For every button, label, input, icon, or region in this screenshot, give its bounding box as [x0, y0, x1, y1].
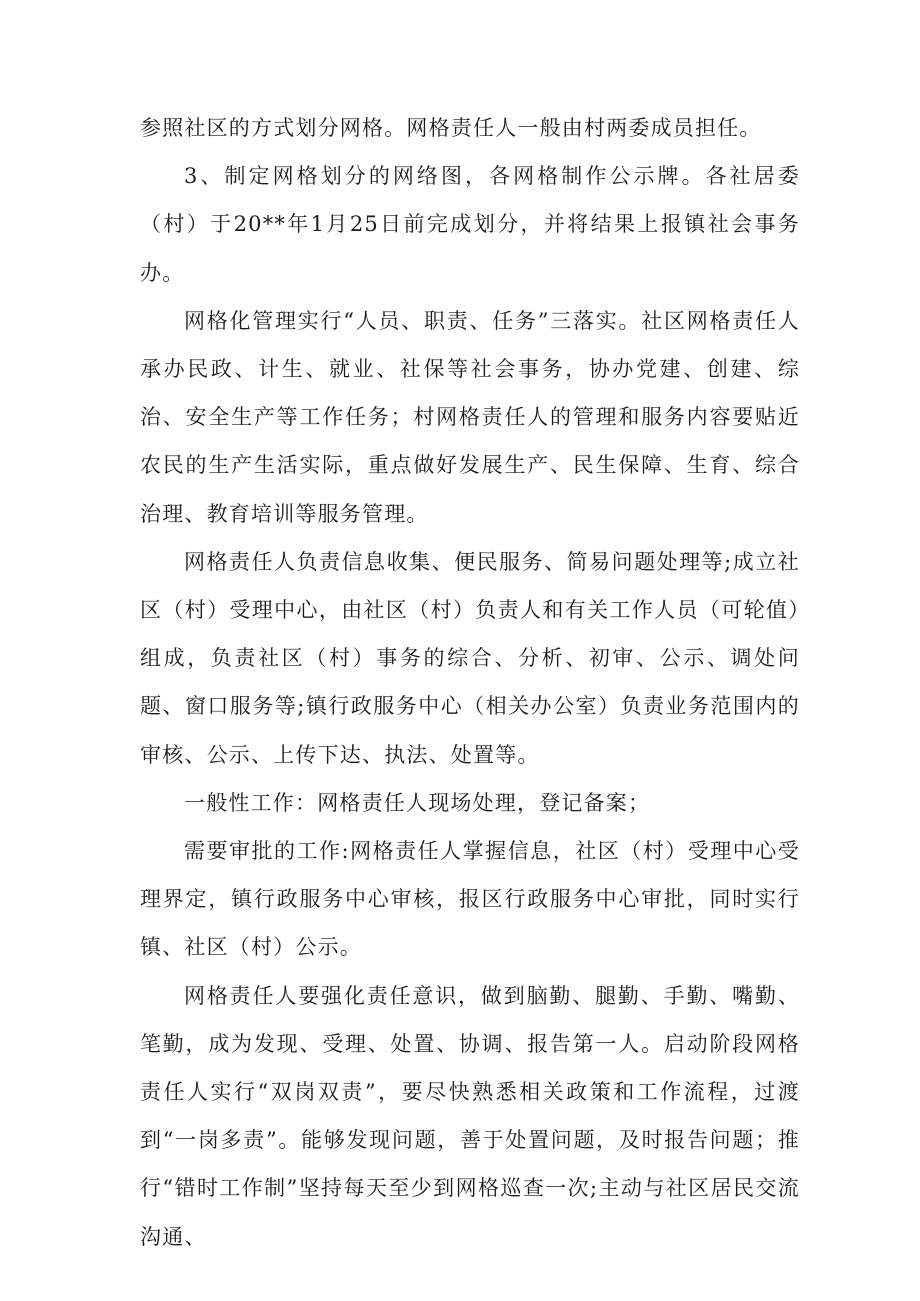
paragraph-1: 参照社区的方式划分网格。网格责任人一般由村两委成员担任。	[140, 116, 762, 140]
paragraph-4: 网格责任人负责信息收集、便民服务、简易问题处理等;成立社区（村）受理中心，由社区（村）负责人和有关工作人员（可轮值）组成，负责社区（村）事务的综合、分析、初审、公示、调处问题、窗口服务等;镇行政服务中心（相关办公室）负责业务范围内的审核、公示、上传下达、执法、处置等。	[140, 549, 800, 767]
paragraph-5: 一般性工作：网格责任人现场处理，登记备案；	[184, 790, 651, 815]
paragraph-2: 3、制定网格划分的网络图，各网格制作公示牌。各社居委（村）于20**年1月25日前完成划分，并将结果上报镇社会事务办。	[140, 164, 800, 285]
paragraph-6: 需要审批的工作:网格责任人掌握信息，社区（村）受理中心受理界定，镇行政服务中心审核，报区行政服务中心审批，同时实行镇、社区（村）公示。	[140, 839, 800, 960]
document-body	[140, 104, 800, 1261]
paragraph-7: 网格责任人要强化责任意识，做到脑勤、腿勤、手勤、嘴勤、笔勤，成为发现、受理、处置、协调、报告第一人。启动阶段网格责任人实行“双岗双责”，要尽快熟悉相关政策和工作流程，过渡到“一岗多责”。能够发现问题，善于处置问题，及时报告问题；推行“错时工作制”坚持每天至少到网格巡查一次;主动与社区居民交流沟通、	[140, 983, 800, 1249]
paragraph-3: 网格化管理实行“人员、职责、任务”三落实。社区网格责任人承办民政、计生、就业、社保等社会事务，协办党建、创建、综治、安全生产等工作任务；村网格责任人的管理和服务内容要贴近农民的生产生活实际，重点做好发展生产、民生保障、生育、综合治理、教育培训等服务管理。	[140, 308, 800, 526]
